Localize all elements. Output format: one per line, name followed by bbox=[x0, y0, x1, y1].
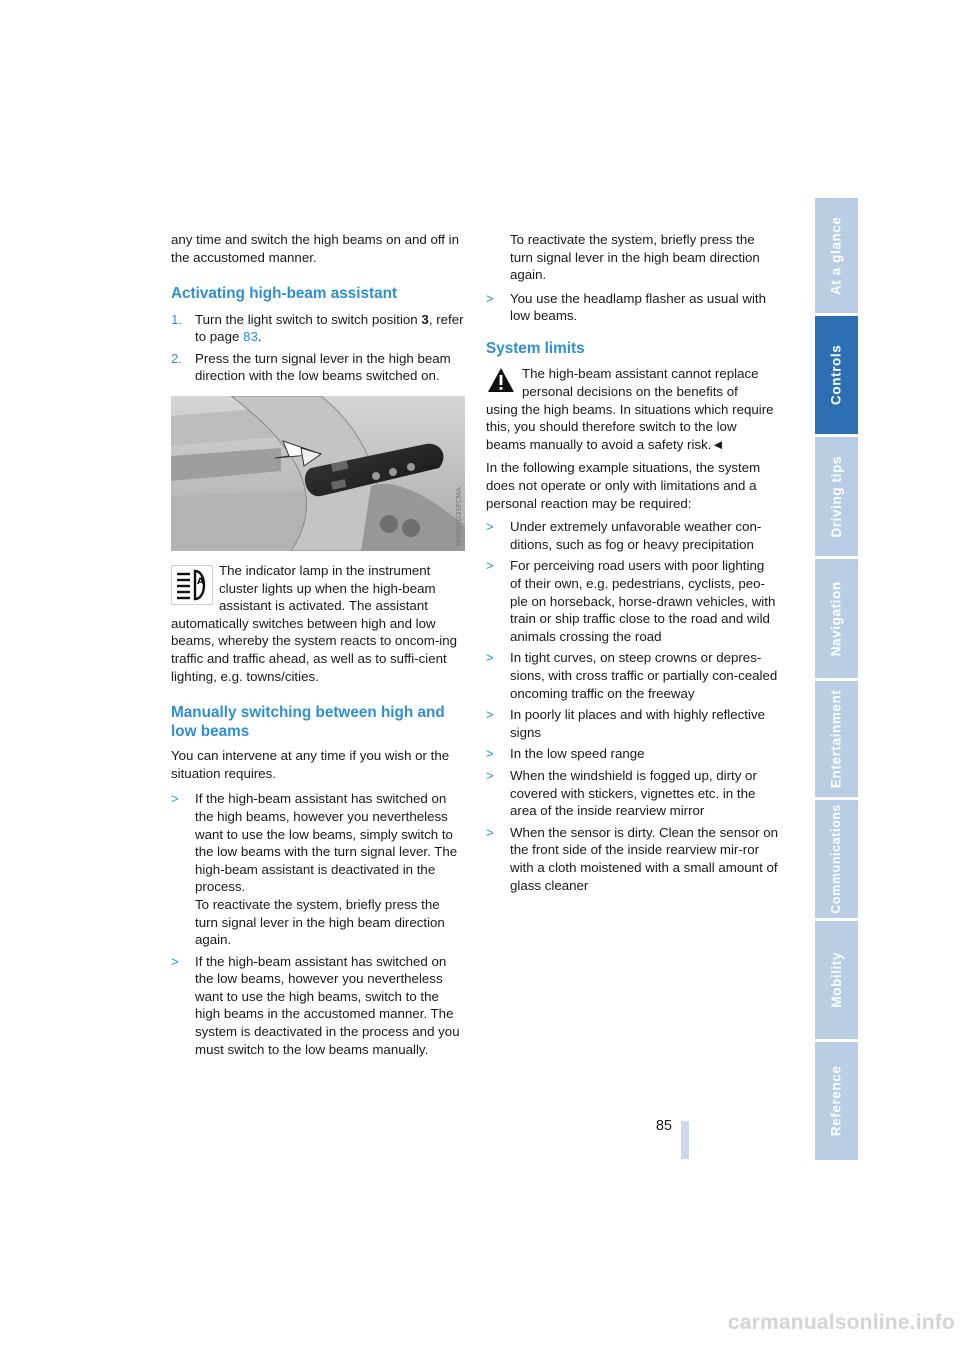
tab-mobility[interactable] bbox=[815, 921, 858, 1039]
watermark: carmanualsonline.info bbox=[727, 1311, 955, 1334]
steps-list bbox=[171, 311, 466, 385]
heading-manual-switching: Manually switching between high and low beams bbox=[171, 704, 445, 740]
bullet-marker: > bbox=[486, 650, 494, 666]
warning-text: The high-beam assistant cannot replace personal decisions on the benefits of bbox=[522, 366, 759, 400]
list-item-text: In poorly lit places and with highly reflective signs bbox=[510, 707, 765, 740]
warning-icon bbox=[487, 367, 515, 393]
page-link[interactable]: 83 bbox=[243, 329, 258, 345]
step-number: 1. bbox=[171, 311, 183, 327]
step-text-part: , refer to page bbox=[195, 311, 464, 345]
switch-position: 3 bbox=[421, 311, 429, 327]
end-marker: ◄ bbox=[711, 436, 725, 452]
bullet-marker: > bbox=[171, 953, 179, 969]
warning-text-continued bbox=[486, 401, 779, 454]
list-item-text: If the high-beam assistant has switched on the low beams, however you nevertheless want to use the high beams, switch to the high beams in the accustomed manner. The system is deactivated in the process and you must switch to the low beams manually. bbox=[195, 953, 460, 1057]
svg-text:A: A bbox=[197, 577, 204, 587]
list-item-text: In tight curves, on steep crowns or depres-sions, with cross traffic or partially con-cealed oncoming traffic on the freeway bbox=[510, 650, 778, 701]
tab-label: Mobility bbox=[828, 952, 844, 1008]
heading-system-limits: System limits bbox=[486, 339, 585, 357]
limits-list bbox=[486, 518, 779, 894]
tab-label: Driving tips bbox=[828, 455, 844, 538]
indicator-text-continued: automatically switches between high and low beams, whereby the system reacts to oncom-ing traffic and traffic ahead, as well as to suffi-cient lighting, e.g. towns/cities. bbox=[171, 615, 458, 684]
list-item bbox=[486, 649, 779, 702]
bullet-marker: > bbox=[486, 707, 494, 723]
page-number-bar bbox=[681, 1121, 689, 1159]
bullet-marker: > bbox=[486, 290, 494, 306]
list-item-text: In the low speed range bbox=[510, 746, 645, 762]
intro-paragraph: any time and switch the high beams on and off in the accustomed manner. bbox=[171, 232, 460, 265]
bullet-marker: > bbox=[486, 519, 494, 535]
warning-text-body: using the high beams. In situations which require this, you should therefore switch to the low beams manually to avoid a safety risk. bbox=[486, 401, 774, 452]
tab-label: Entertainment bbox=[828, 689, 844, 789]
list-item bbox=[486, 767, 779, 820]
continued-text: To reactivate the system, briefly press the turn signal lever in the high beam direction again. bbox=[510, 232, 760, 283]
indicator-text: The indicator lamp in the instrument cluster lights up when the high-beam assistant is activated. The assistant bbox=[219, 563, 436, 614]
figure-code: W4005D3SFCMA bbox=[455, 487, 463, 546]
step-1 bbox=[171, 311, 466, 346]
tab-navigation[interactable] bbox=[815, 559, 858, 678]
list-item-text: When the sensor is dirty. Clean the sensor on the front side of the inside rearview mir-ror with a cloth moistened with a small amount of glass cleaner bbox=[510, 824, 779, 893]
tab-driving-tips[interactable] bbox=[815, 437, 858, 556]
list-item-text: If the high-beam assistant has switched on the high beams, however you nevertheless want to use the low beams, simply switch to the low beams with the turn signal lever. The high-beam assistant is deactivated in the process. bbox=[195, 791, 458, 895]
list-item-text: For perceiving road users with poor lighting of their own, e.g. pedestrians, cyclists, peo-ple on horseback, horse-drawn vehicles, with train or ship traffic close to the road and wild animals crossing the road bbox=[510, 558, 776, 644]
step-text-part: Turn the light switch to switch position bbox=[195, 311, 422, 327]
list-item-text: To reactivate the system, briefly press the turn signal lever in the high beam direction again. bbox=[195, 896, 445, 948]
manual-bullets bbox=[171, 790, 466, 1058]
chapter-tabs bbox=[815, 198, 858, 1160]
bullet-marker: > bbox=[486, 767, 494, 783]
tab-label: Navigation bbox=[828, 580, 844, 657]
left-column bbox=[171, 231, 466, 389]
list-item-text: Under extremely unfavorable weather con-ditions, such as fog or heavy precipitation bbox=[510, 519, 762, 552]
tab-label: Controls bbox=[828, 344, 844, 406]
left-column-lower bbox=[171, 562, 466, 1062]
section2-intro: You can intervene at any time if you wish or the situation requires. bbox=[171, 748, 450, 781]
list-item-text: You use the headlamp flasher as usual with low beams. bbox=[510, 290, 767, 324]
bullet-marker: > bbox=[486, 824, 494, 840]
bullet-marker: > bbox=[171, 791, 179, 807]
list-item bbox=[486, 706, 779, 741]
list-item bbox=[486, 745, 779, 763]
bullet-marker: > bbox=[486, 746, 494, 762]
turn-signal-lever-illustration bbox=[171, 396, 465, 551]
list-item bbox=[486, 557, 779, 645]
list-item-content bbox=[195, 790, 466, 948]
step-text bbox=[195, 311, 466, 346]
list-item bbox=[486, 290, 779, 325]
list-item bbox=[171, 790, 466, 948]
tab-controls[interactable] bbox=[815, 316, 858, 434]
step-text: Press the turn signal lever in the high beam direction with the low beams switched on. bbox=[195, 350, 451, 384]
tab-at-a-glance[interactable] bbox=[815, 198, 858, 313]
list-item bbox=[486, 518, 779, 553]
right-column bbox=[486, 231, 779, 898]
tab-label: At a glance bbox=[828, 216, 844, 295]
flasher-bullet bbox=[486, 290, 779, 325]
tab-label: Communications bbox=[828, 804, 843, 914]
tab-label: Reference bbox=[828, 1065, 844, 1137]
step-text-part: . bbox=[257, 329, 262, 345]
heading-activating: Activating high-beam assistant bbox=[171, 285, 398, 303]
step-number: 2. bbox=[171, 350, 183, 366]
list-item bbox=[171, 953, 466, 1059]
examples-intro: In the following example situations, the system does not operate or only with limitations and a personal reaction may be required: bbox=[486, 460, 761, 511]
list-item bbox=[486, 824, 779, 894]
list-item-text: When the windshield is fogged up, dirty or covered with stickers, vignettes etc. in the area of the inside rearview mirror bbox=[510, 767, 757, 819]
turn-signal-lever-figure bbox=[171, 396, 465, 551]
tab-communications[interactable] bbox=[815, 800, 858, 918]
bullet-marker: > bbox=[486, 558, 494, 574]
step-2 bbox=[171, 350, 466, 385]
page-number: 85 bbox=[655, 1118, 672, 1134]
tab-entertainment[interactable] bbox=[815, 681, 858, 797]
tab-reference[interactable] bbox=[815, 1042, 858, 1160]
